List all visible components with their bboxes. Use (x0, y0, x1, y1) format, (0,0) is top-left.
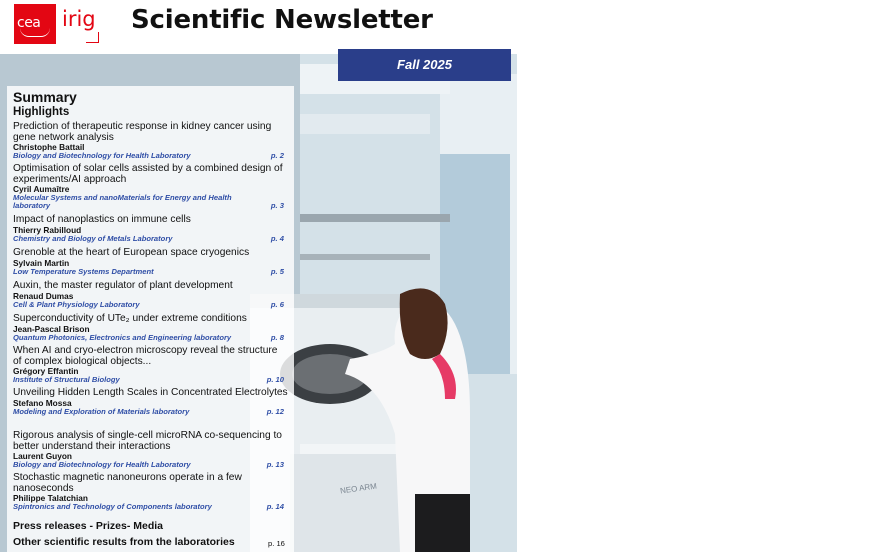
entry-author: Thierry Rabilloud (13, 224, 82, 235)
press-releases-link[interactable]: Press releases - Prizes- Media (13, 520, 164, 532)
entry-lab: Biology and Biotechnology for Health Laboratory (13, 151, 191, 160)
entry-lab: Biology and Biotechnology for Health Laboratory (13, 460, 191, 469)
cea-logo-arc (20, 28, 50, 37)
summary-entry[interactable] (13, 164, 288, 210)
entry-lab: Spintronics and Technology of Components laboratory (13, 502, 212, 511)
entry-page: p. 2 (270, 151, 284, 160)
summary-entry[interactable] (13, 388, 288, 416)
entry-page: p. 14 (266, 502, 284, 511)
entry-title: Optimisation of solar cells assisted by a combined design of experiments/AI approach (13, 163, 283, 185)
entry-author: Jean-Pascal Brison (13, 323, 90, 334)
entry-author: Sylvain Martin (13, 257, 70, 268)
summary-entry[interactable] (13, 314, 288, 342)
entry-lab: Chemistry and Biology of Metals Laboratory (13, 233, 173, 243)
entry-lab: Quantum Photonics, Electronics and Engineering laboratory (13, 332, 232, 342)
entry-author: Laurent Guyon (13, 451, 73, 461)
entry-page: p. 13 (266, 460, 284, 469)
summary-entry[interactable] (13, 346, 288, 384)
entry-page: p. 10 (266, 375, 284, 384)
entry-author: Stefano Mossa (13, 397, 72, 408)
summary-heading: Summary (13, 89, 77, 105)
entry-page: p. 4 (270, 233, 284, 243)
entry-page: p. 6 (270, 299, 284, 309)
entry-page: p. 5 (270, 266, 284, 276)
cea-logo-text: cea (17, 15, 41, 31)
summary-entry[interactable] (13, 473, 288, 511)
other-results-link[interactable]: Other scientific results from the laboratories (13, 536, 235, 548)
entry-lab: Low Temperature Systems Department (13, 266, 154, 276)
entry-title: Unveiling Hidden Length Scales in Concentrated Electrolytes (13, 387, 288, 398)
season-badge: Fall 2025 (338, 49, 511, 81)
summary-panel (7, 86, 294, 552)
entry-author: Philippe Talatchian (13, 493, 88, 503)
entry-title: Rigorous analysis of single-cell microRNA co-sequencing to better understand their interactions (13, 430, 282, 452)
summary-entry[interactable] (13, 248, 288, 276)
entry-page: p. 12 (266, 406, 284, 416)
newsletter-title: Scientific Newsletter (131, 5, 433, 35)
summary-entry[interactable] (13, 215, 288, 243)
entry-title: Stochastic magnetic nanoneurons operate in a few nanoseconds (13, 472, 242, 494)
instrument-label: NEO ARM (339, 481, 378, 496)
entry-lab: Institute of Structural Biology (13, 375, 120, 384)
entry-page: p. 8 (270, 332, 284, 342)
entry-title: Grenoble at the heart of European space cryogenics (13, 247, 250, 258)
entry-lab: Molecular Systems and nanoMaterials for Energy and Health laboratory (13, 193, 232, 210)
entry-author: Christophe Battail (13, 142, 85, 152)
highlights-heading: Highlights (13, 106, 70, 118)
entry-title: Impact of nanoplastics on immune cells (13, 214, 191, 225)
cea-logo (14, 4, 56, 44)
entry-lab: Cell & Plant Physiology Laboratory (13, 299, 140, 309)
entry-title: Superconductivity of UTe₂ under extreme conditions (13, 313, 247, 324)
summary-entry[interactable] (13, 281, 288, 309)
irig-logo: irig (62, 7, 96, 31)
entry-author: Renaud Dumas (13, 290, 74, 301)
entry-title: Prediction of therapeutic response in kidney cancer using gene network analysis (13, 121, 272, 143)
other-results-page: p. 16 (268, 539, 285, 548)
entry-page: p. 3 (270, 201, 284, 210)
summary-entry[interactable] (13, 122, 288, 160)
entry-title: Auxin, the master regulator of plant development (13, 280, 233, 291)
entry-lab: Modeling and Exploration of Materials laboratory (13, 406, 190, 416)
entry-author: Grégory Effantin (13, 366, 79, 376)
entry-title: When AI and cryo-electron microscopy reveal the structure of complex biological objects... (13, 345, 278, 367)
summary-entry[interactable] (13, 431, 288, 469)
entry-author: Cyril Aumaître (13, 184, 70, 194)
irig-logo-bracket (86, 32, 99, 43)
